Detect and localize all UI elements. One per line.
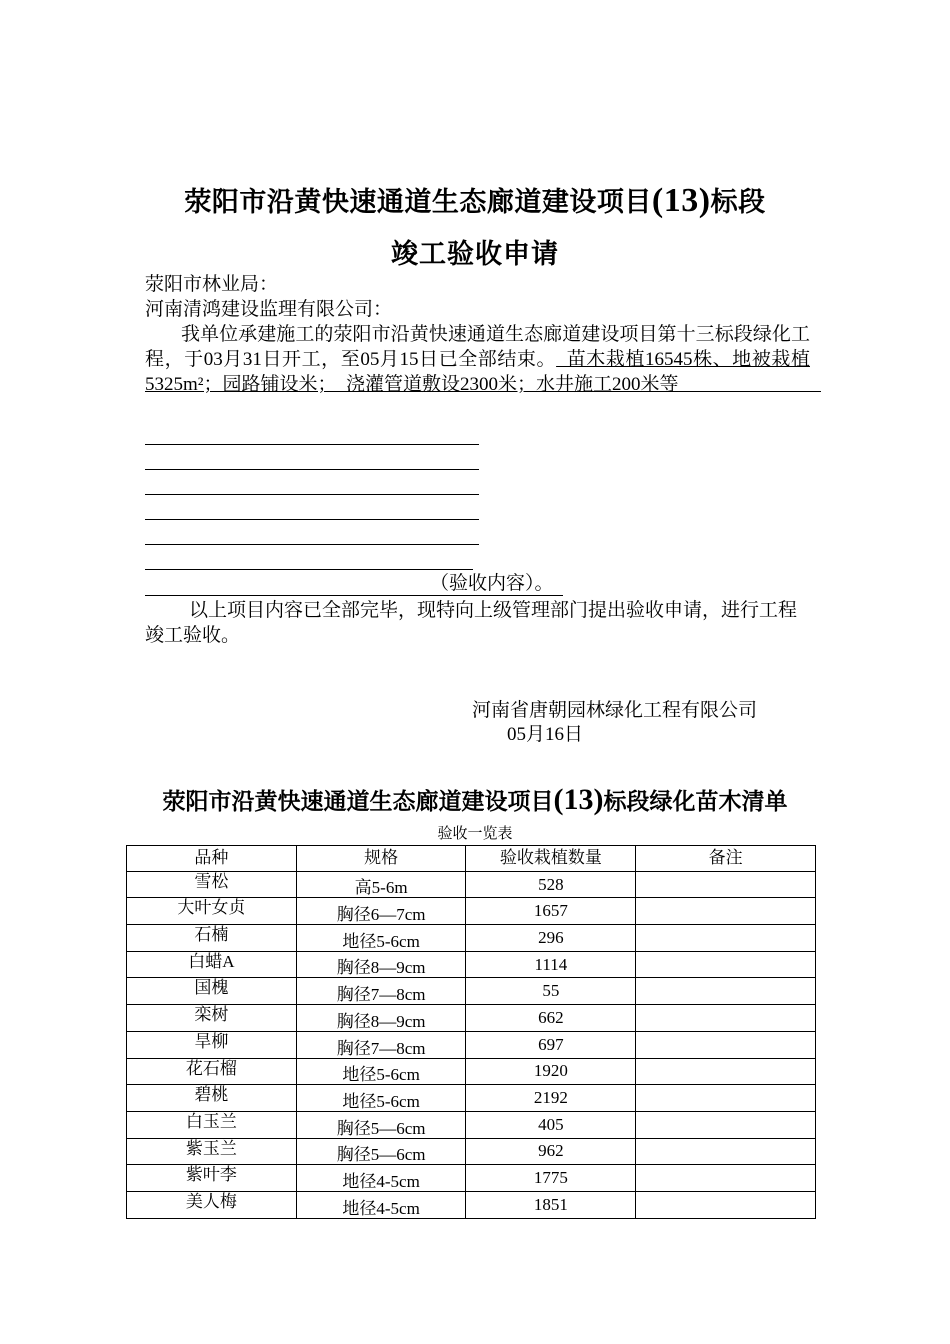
spec-cell: 高5-6m [296,871,466,898]
variety-cell: 白玉兰 [127,1111,297,1138]
title-suffix: 标段 [710,187,766,217]
header-remarks: 备注 [636,846,816,872]
recipient-supervision-company: 河南清鸿建设监理有限公司： [145,299,393,320]
recipient-forestry-bureau: 荥阳市林业局： [145,274,279,295]
blank-line-5 [145,544,479,545]
document-title [0,180,950,220]
variety-cell: 国槐 [127,978,297,1005]
table-row [127,1058,816,1085]
quantity-cell: 528 [466,871,636,898]
remarks-cell [636,1058,816,1085]
list-title-suffix: 标段绿化苗木清单 [603,789,788,814]
table-row [127,1005,816,1032]
remarks-cell [636,925,816,952]
spec-cell: 胸径6—7cm [296,898,466,925]
spec-cell: 地径4-5cm [296,1165,466,1192]
remarks-cell [636,1138,816,1165]
quantity-cell: 2192 [466,1085,636,1112]
variety-cell: 紫玉兰 [127,1138,297,1165]
remarks-cell [636,978,816,1005]
remarks-cell [636,951,816,978]
seedling-acceptance-table [126,845,816,1219]
variety-cell: 碧桃 [127,1085,297,1112]
remarks-cell [636,1165,816,1192]
variety-cell: 旱柳 [127,1031,297,1058]
quantity-cell: 962 [466,1138,636,1165]
header-spec: 规格 [296,846,466,872]
list-title-prefix: 荥阳市沿黄快速通道生态廊道建设项目 [162,789,554,814]
variety-cell: 白蜡A [127,951,297,978]
header-quantity: 验收栽植数量 [466,846,636,872]
title-section-number: (13) [651,182,711,219]
contractor-company: 河南省唐朝园林绿化工程有限公司 [472,700,758,721]
table-row [127,1191,816,1218]
spec-cell: 地径5-6cm [296,1058,466,1085]
table-row [127,1031,816,1058]
quantity-cell: 55 [466,978,636,1005]
variety-cell: 雪松 [127,871,297,898]
table-row [127,925,816,952]
quantity-cell: 1114 [466,951,636,978]
table-row [127,951,816,978]
spec-cell: 胸径8—9cm [296,951,466,978]
spec-cell: 胸径5—6cm [296,1138,466,1165]
spec-cell: 胸径7—8cm [296,1031,466,1058]
remarks-cell [636,898,816,925]
variety-cell: 花石榴 [127,1058,297,1085]
variety-cell: 石楠 [127,925,297,952]
application-paragraph [145,322,821,397]
blank-line-6 [145,569,473,570]
acceptance-table-caption: 验收一览表 [437,826,513,842]
header-variety: 品种 [127,846,297,872]
work-content-underlined: 苗木栽植16545株、地被栽植5325m²；园路铺设米； 浇灌管道敷设2300米；水井施工200米等 [145,349,821,395]
table-header-row [127,846,816,872]
document-subtitle: 竣工验收申请 [391,239,559,269]
quantity-cell: 405 [466,1111,636,1138]
quantity-cell: 1775 [466,1165,636,1192]
acceptance-content-label: （验收内容）。 [145,571,563,596]
spec-cell: 地径5-6cm [296,1085,466,1112]
table-row [127,978,816,1005]
remarks-cell [636,1031,816,1058]
spec-cell: 地径4-5cm [296,1191,466,1218]
remarks-cell [636,1191,816,1218]
blank-line-1 [145,444,479,445]
quantity-cell: 697 [466,1031,636,1058]
spec-cell: 胸径8—9cm [296,1005,466,1032]
request-paragraph: 以上项目内容已全部完毕，现特向上级管理部门提出验收申请，进行工程竣工验收。 [145,600,798,646]
application-date: 05月16日 [507,724,584,745]
quantity-cell: 1657 [466,898,636,925]
title-prefix: 荥阳市沿黄快速通道生态廊道建设项目 [184,187,652,217]
remarks-cell [636,871,816,898]
table-row [127,1165,816,1192]
seedling-list-title [0,783,950,817]
quantity-cell: 1920 [466,1058,636,1085]
table-row [127,1085,816,1112]
variety-cell: 大叶女贞 [127,898,297,925]
variety-cell: 栾树 [127,1005,297,1032]
variety-cell: 紫叶李 [127,1165,297,1192]
remarks-cell [636,1085,816,1112]
remarks-cell [636,1111,816,1138]
blank-line-2 [145,469,479,470]
quantity-cell: 1851 [466,1191,636,1218]
spec-cell: 地径5-6cm [296,925,466,952]
application-text: 我单位承建施工的荥阳市沿黄快速通道生态廊道建设项目第十三标段绿化工程，于03月31日开工，至05月15日已全部结束。 [145,324,810,370]
spec-cell: 胸径7—8cm [296,978,466,1005]
table-row [127,1111,816,1138]
spec-cell: 胸径5—6cm [296,1111,466,1138]
blank-line-4 [145,519,479,520]
variety-cell: 美人梅 [127,1191,297,1218]
blank-line-3 [145,494,479,495]
table-row [127,871,816,898]
table-row [127,1138,816,1165]
quantity-cell: 662 [466,1005,636,1032]
quantity-cell: 296 [466,925,636,952]
list-title-number: (13) [553,783,604,816]
remarks-cell [636,1005,816,1032]
table-row [127,898,816,925]
